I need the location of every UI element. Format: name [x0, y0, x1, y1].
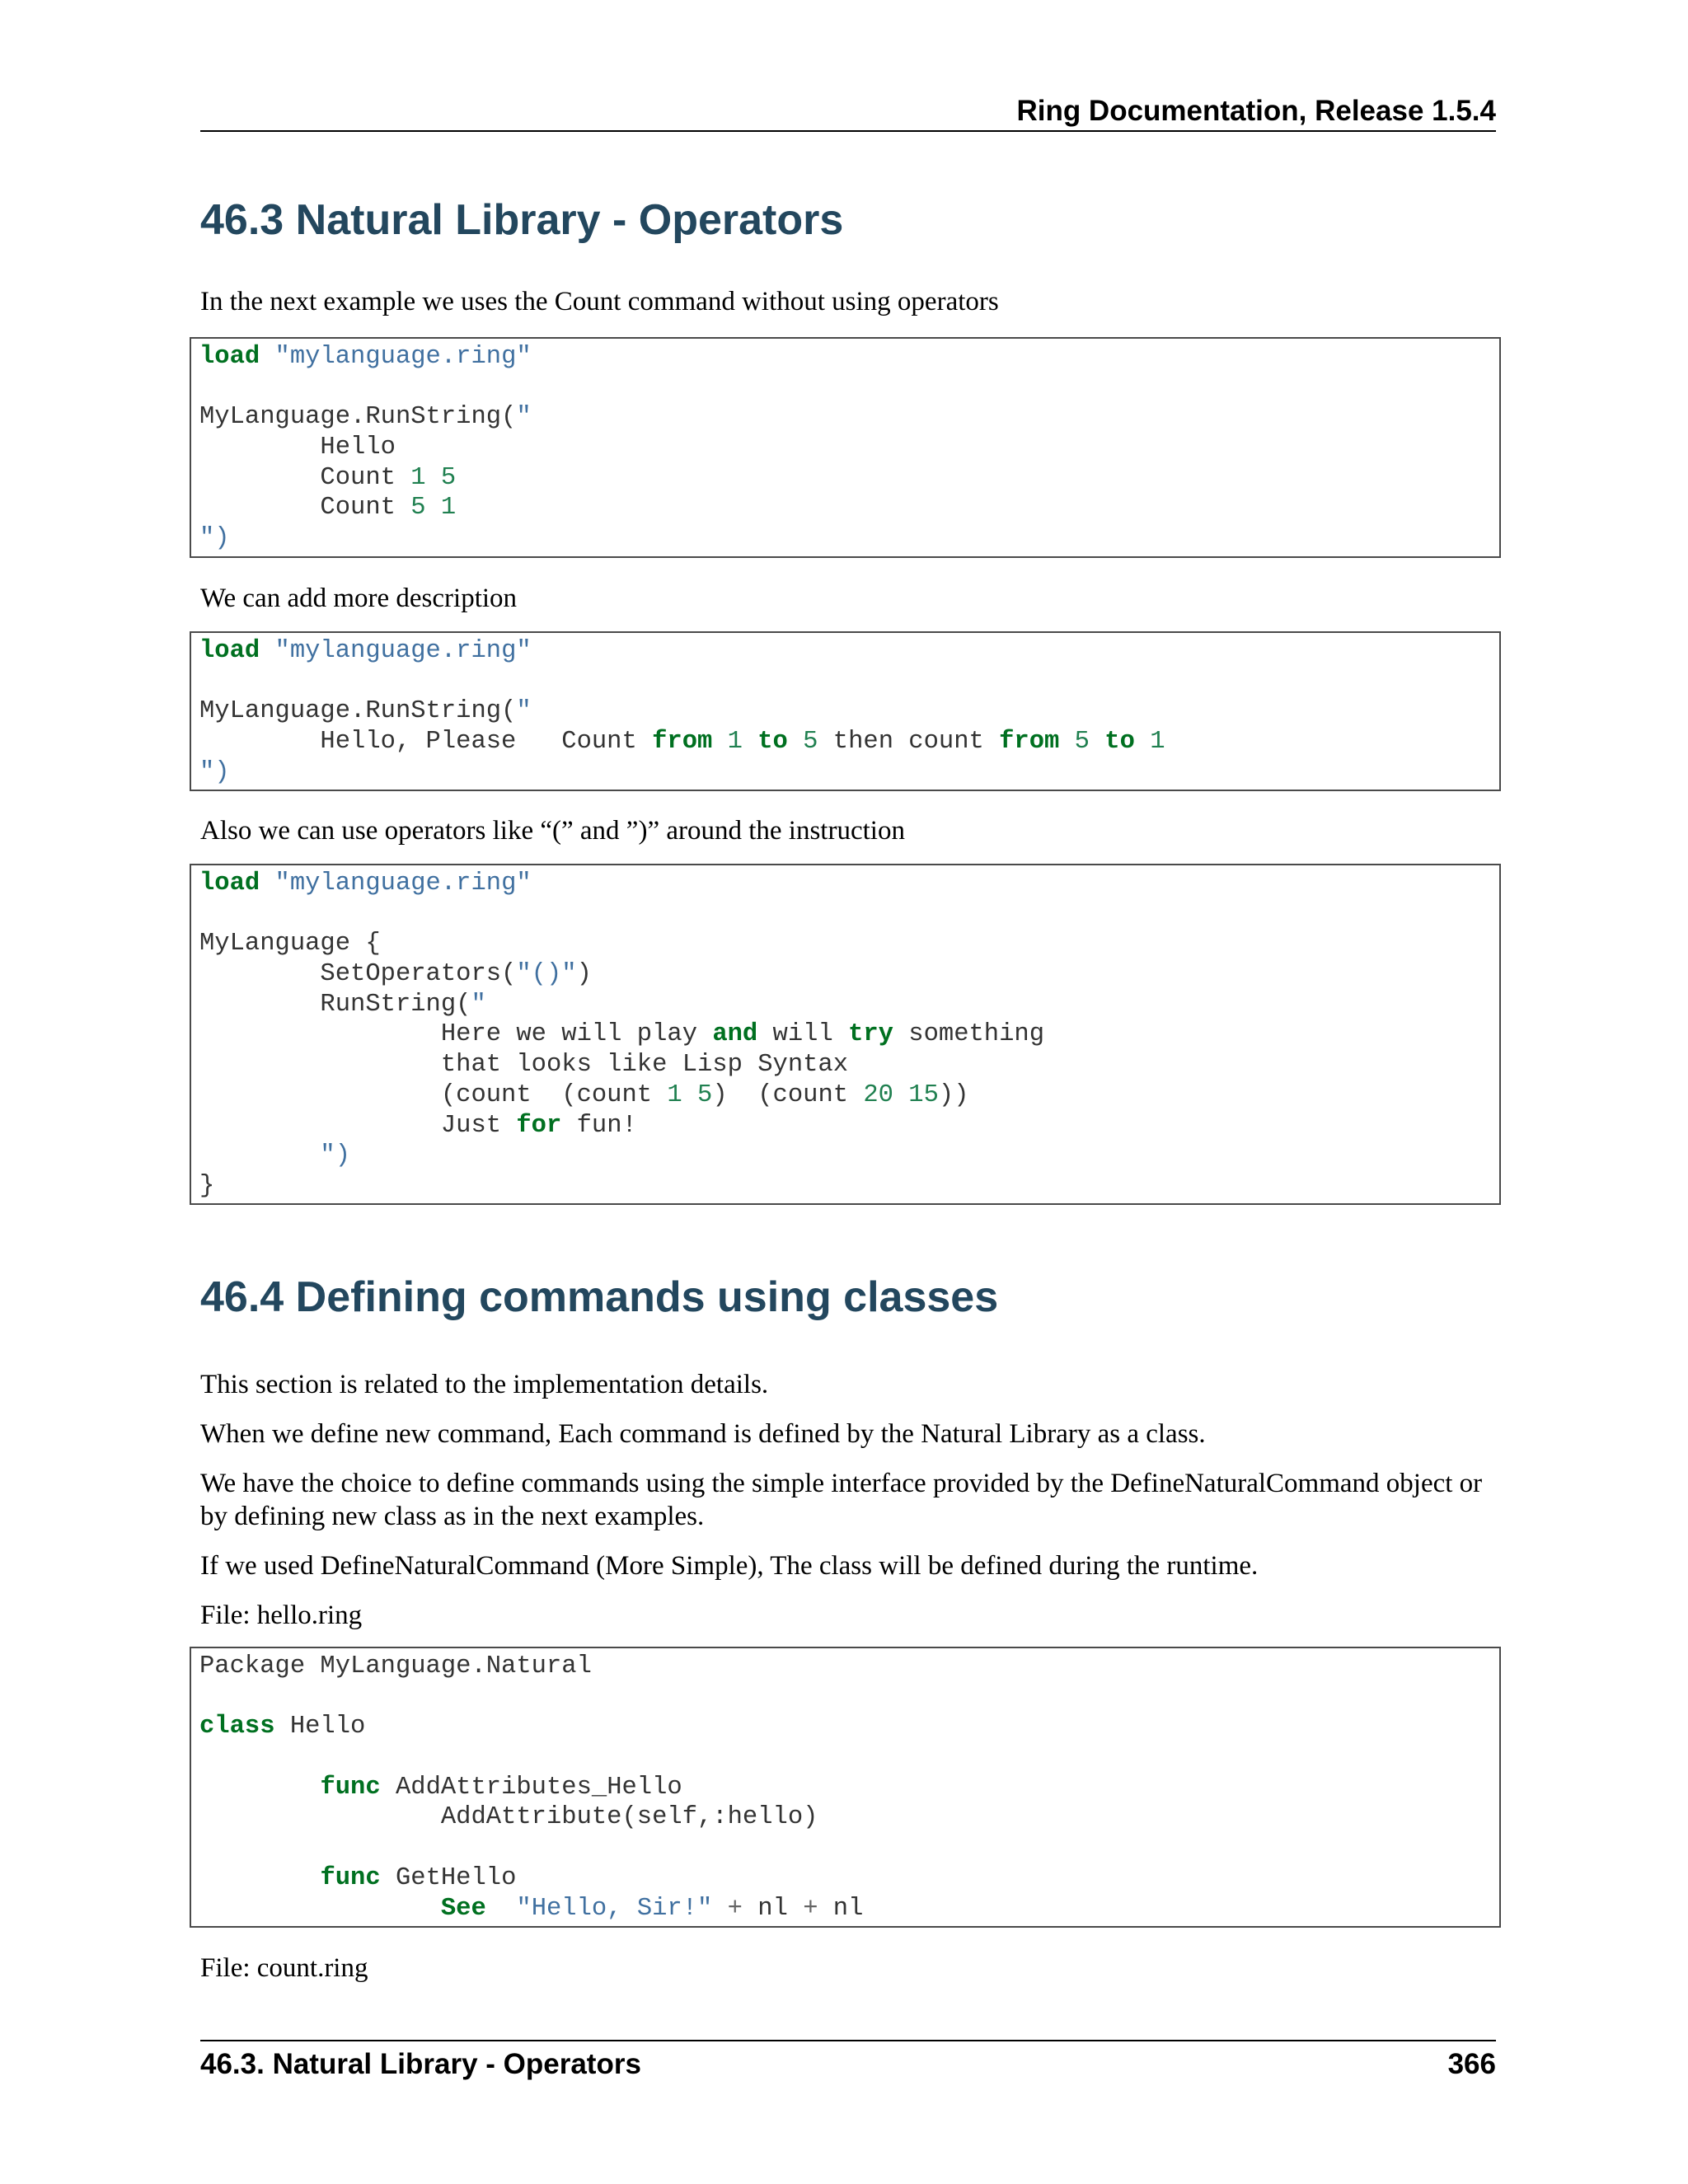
- paragraph-operators: Also we can use operators like “(” and ”)” around the instruction: [200, 816, 905, 846]
- code-line: Package MyLanguage.Natural: [199, 1652, 592, 1680]
- code-line: "): [199, 524, 230, 553]
- paragraph-more-description: We can add more description: [200, 583, 518, 613]
- code-line: See "Hello, Sir!" + nl + nl: [440, 1894, 864, 1923]
- header-rule: [200, 130, 1496, 132]
- paragraph: When we define new command, Each command is defined by the Natural Library as a class.: [200, 1419, 1206, 1449]
- running-header: Ring Documentation, Release 1.5.4: [1016, 95, 1496, 127]
- paragraph: We have the choice to define commands using the simple interface provided by the DefineNaturalCommand object or by defining new class as in the next examples.: [200, 1469, 1483, 1531]
- code-line: load "mylanguage.ring": [199, 637, 532, 665]
- code-line: class Hello: [199, 1713, 366, 1741]
- code-line: [199, 667, 1499, 697]
- code-line: MyLanguage {: [199, 930, 381, 958]
- file-label-hello: File: hello.ring: [200, 1601, 363, 1630]
- code-block: [190, 864, 1501, 1205]
- code-line: "): [199, 1141, 351, 1170]
- code-line: that looks like Lisp Syntax: [199, 1051, 849, 1080]
- code-line: }: [199, 1171, 215, 1200]
- code-line: [199, 1833, 1499, 1863]
- footer-rule: [200, 2040, 1496, 2041]
- code-line: [199, 1742, 1499, 1773]
- section-heading-46-4: 46.4 Defining commands using classes: [200, 1273, 999, 1321]
- code-line: Hello: [199, 434, 396, 462]
- code-line: load "mylanguage.ring": [199, 343, 532, 371]
- footer-section-title: 46.3. Natural Library - Operators: [200, 2048, 641, 2080]
- code-line: "): [199, 757, 230, 786]
- paragraph-intro: In the next example we uses the Count command without using operators: [200, 287, 999, 316]
- page-number: 366: [1447, 2048, 1496, 2080]
- code-block: [190, 631, 1501, 791]
- paragraph: This section is related to the implementation details.: [200, 1370, 769, 1399]
- code-block: [190, 337, 1501, 558]
- code-line: Count 1 5: [199, 463, 457, 492]
- code-line: Here we will play and will try something: [199, 1020, 1045, 1049]
- code-line: MyLanguage.RunString(": [199, 403, 532, 432]
- file-label-count: File: count.ring: [200, 1953, 368, 1983]
- code-line: SetOperators("()"): [199, 960, 592, 989]
- code-line: AddAttribute(self,:hello): [199, 1803, 818, 1832]
- code-line: func AddAttributes_Hello: [320, 1773, 682, 1802]
- code-line: Count 5 1: [199, 494, 457, 523]
- code-line: Just for fun!: [199, 1111, 637, 1140]
- code-line: [199, 373, 1499, 403]
- code-line: (count (count 1 5) (count 20 15)): [199, 1080, 969, 1109]
- code-line: RunString(": [199, 990, 486, 1019]
- code-line: Hello, Please Count from 1 to 5 then count from 5 to 1: [199, 728, 1165, 757]
- code-line: [199, 1682, 1499, 1713]
- section-heading-46-3: 46.3 Natural Library - Operators: [200, 196, 844, 244]
- code-block: [190, 1647, 1501, 1928]
- code-line: MyLanguage.RunString(": [199, 697, 532, 726]
- paragraph: If we used DefineNaturalCommand (More Simple), The class will be defined during the runtime.: [200, 1551, 1259, 1581]
- code-line: func GetHello: [320, 1863, 517, 1892]
- code-line: [199, 899, 1499, 930]
- code-line: load "mylanguage.ring": [199, 869, 532, 898]
